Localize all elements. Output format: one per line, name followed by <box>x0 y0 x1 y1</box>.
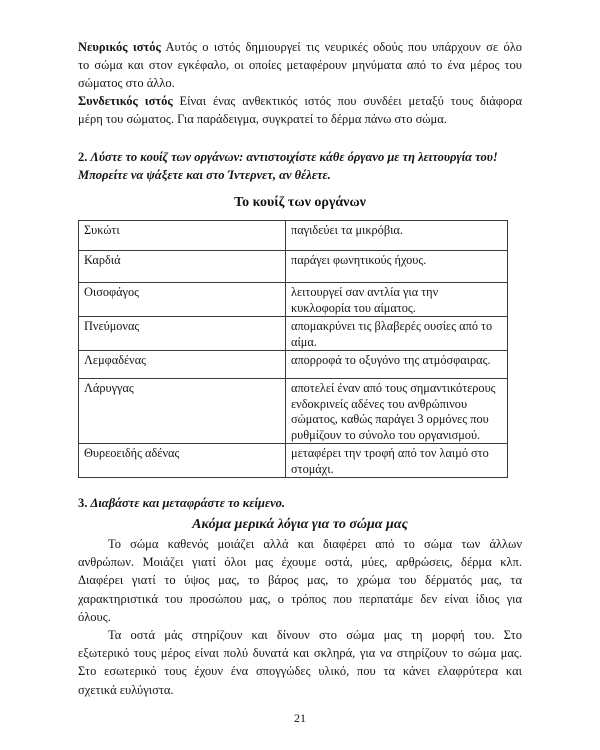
exercise-3-line <box>78 494 522 512</box>
exercise-3-heading <box>78 494 522 512</box>
table-row <box>79 283 508 317</box>
exercise-number: 2. <box>78 150 88 164</box>
paragraph-line: Τα οστά μάς στηρίζουν και δίνουν στο σώμα μας τη μορφή του. Στο <box>108 627 522 642</box>
exercise-2-line-2: Μπορείτε να ψάξετε και στο Ίντερνετ, αν θέλετε. <box>78 168 331 182</box>
exercise-2-heading <box>78 148 522 184</box>
function-cell: παγιδεύει τα μικρόβια. <box>286 221 508 251</box>
organ-cell: Λεμφαδένας <box>79 351 286 379</box>
table-row <box>79 444 508 478</box>
paragraph-line: εξωτερικό τους μέρος είναι πολύ δυνατά και σκληρά, για να στηρίζουν το σώμα μας. <box>78 646 522 661</box>
organ-cell: Θυρεοειδής αδένας <box>79 444 286 478</box>
paragraph-line: Διαφέρει γιατί το ύψος μας, το βάρος μας, το χρώμα του δέρματός μας, τα <box>78 573 522 588</box>
term-nervous-tissue: Νευρικός ιστός <box>78 40 161 54</box>
paragraph-line: Το σώμα καθενός μοιάζει αλλά και διαφέρει από το σώμα των άλλων <box>108 537 522 551</box>
organ-cell: Καρδιά <box>79 251 286 283</box>
paragraph-text: Αυτός ο ιστός δημιουργεί τις νευρικές οδούς που υπάρχουν σε όλο <box>165 40 523 54</box>
reading-text <box>78 535 522 699</box>
organ-cell: Συκώτι <box>79 221 286 251</box>
paragraph-line: χαρακτηριστικά του προσώπου μας, ο τρόπος που περπατάμε δεν είναι ίδιος για <box>78 591 522 606</box>
nervous-tissue-line-2: το σώμα και στον εγκέφαλο, οι οποίες μεταφέρουν μηνύματα από το ένα μέρος του <box>78 58 522 72</box>
function-cell: παράγει φωνητικούς ήχους. <box>286 251 508 283</box>
paragraph-line: ανθρώπων. Μοιάζει γιατί όλοι μας έχουμε οστά, μύες, αρθρώσεις, δέρμα κλπ. <box>78 555 522 570</box>
connective-tissue-line-1 <box>78 92 522 110</box>
exercise-instruction: Διαβάστε και μεταφράστε το κείμενο. <box>90 496 286 510</box>
function-cell: αποτελεί έναν από τους σημαντικότερους ενδοκρινείς αδένες του ανθρώπινου σώματος, καθώς παράγει 3 ορμόνες που ρυθμίζουν το σύνολο του οργανισμού. <box>286 379 508 444</box>
exercise-2-line-1 <box>78 148 522 166</box>
term-connective-tissue: Συνδετικός ιστός <box>78 94 173 108</box>
organ-cell: Πνεύμονας <box>79 317 286 351</box>
function-cell: λειτουργεί σαν αντλία για την κυκλοφορία του αίματος. <box>286 283 508 317</box>
tissue-definitions <box>78 38 522 128</box>
paragraph-text: Είναι ένας ανθεκτικός ιστός που συνδέει μεταξύ τους διάφορα <box>179 94 522 108</box>
function-cell: απορροφά το οξυγόνο της ατμόσφαιρας. <box>286 351 508 379</box>
page-number: 21 <box>294 711 306 725</box>
organ-cell: Οισοφάγος <box>79 283 286 317</box>
exercise-number: 3. <box>78 496 88 510</box>
nervous-tissue-line-1 <box>78 38 522 56</box>
reading-title: Ακόμα μερικά λόγια για το σώμα μας <box>192 517 408 532</box>
paragraph-line: όλους. <box>78 609 111 624</box>
table-row <box>79 351 508 379</box>
nervous-tissue-line-3: σώματος στο άλλο. <box>78 76 175 90</box>
quiz-title: Το κουίζ των οργάνων <box>234 195 366 210</box>
exercise-instruction: Λύστε το κουίζ των οργάνων: αντιστοιχίστε κάθε όργανο με τη λειτουργία του! <box>90 150 498 164</box>
paragraph-line: Στο εσωτερικό τους έχουν ένα σπογγώδες υλικό, που τα κάνει ελαφρύτερα και <box>78 664 522 679</box>
function-cell: απομακρύνει τις βλαβερές ουσίες από το αίμα. <box>286 317 508 351</box>
connective-tissue-line-2: μέρη του σώματος. Για παράδειγμα, συγκρατεί το δέρμα πάνω στο σώμα. <box>78 112 447 126</box>
function-cell: μεταφέρει την τροφή από τον λαιμό στο στομάχι. <box>286 444 508 478</box>
table-row <box>79 251 508 283</box>
paragraph-line: σχετικά ευλύγιστα. <box>78 682 174 697</box>
organ-cell: Λάρυγγας <box>79 379 286 444</box>
table-row <box>79 317 508 351</box>
organ-quiz-table <box>78 220 508 478</box>
table-row <box>79 379 508 444</box>
table-row <box>79 221 508 251</box>
